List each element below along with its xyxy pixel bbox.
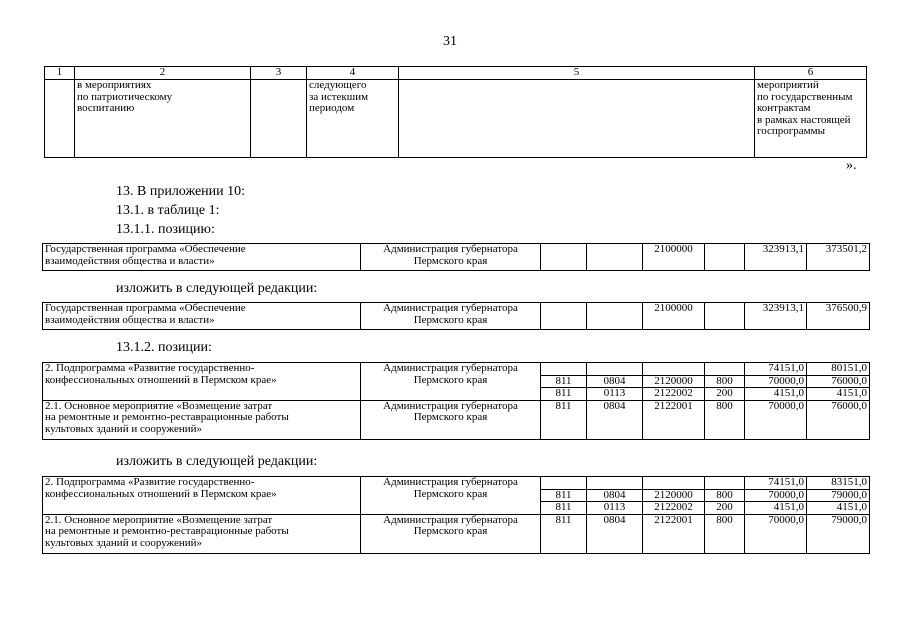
subprogram-name-cell — [43, 477, 361, 515]
cell — [643, 477, 705, 490]
header-cell: 4 — [307, 67, 399, 80]
cell-line: взаимодействия общества и власти» — [45, 313, 215, 326]
table-cell: 70000,0 — [745, 489, 807, 502]
table-cell: 79000,0 — [807, 489, 870, 502]
cell — [587, 244, 643, 271]
main-activity-name-cell — [43, 400, 361, 439]
value-cell: 74151,0 — [745, 363, 807, 376]
value-cell: 83151,0 — [807, 477, 870, 490]
cell-line: следующего — [309, 79, 367, 91]
value-cell: 323913,1 — [745, 244, 807, 271]
table-cell: 2122001 — [643, 514, 705, 553]
table-cell: 70000,0 — [745, 514, 807, 553]
table-cell: 0804 — [587, 400, 643, 439]
cell-line: Пермского края — [413, 254, 488, 267]
value-cell: 74151,0 — [745, 477, 807, 490]
cell — [705, 303, 745, 330]
table-cell: 76000,0 — [807, 375, 870, 388]
admin-cell — [361, 400, 541, 439]
table-cell: 811 — [541, 489, 587, 502]
admin-cell — [361, 303, 541, 330]
table-cell: 800 — [705, 514, 745, 553]
cell-line: Администрация губернатора — [383, 400, 518, 412]
cell-line: Администрация губернатора — [383, 514, 518, 526]
cell — [587, 363, 643, 376]
table-cell: 4151,0 — [745, 388, 807, 401]
table-cell: 0804 — [587, 375, 643, 388]
table-cell: 70000,0 — [745, 400, 807, 439]
paragraph-13-1-1: 13.1.1. позицию: — [116, 222, 215, 237]
cell-line: за истекшим — [309, 90, 369, 103]
cell — [541, 363, 587, 376]
cell — [587, 303, 643, 330]
cell-line: в рамках настоящей — [757, 113, 851, 126]
cell — [705, 363, 745, 376]
cell — [643, 363, 705, 376]
position-table-new — [42, 302, 870, 330]
program-name-cell — [43, 303, 361, 330]
cell-line: конфессиональных отношений в Пермском крае» — [45, 373, 277, 386]
cell-line: Администрация губернатора — [383, 362, 518, 374]
cell-line: Пермского края — [413, 373, 488, 386]
table-cell: 2122001 — [643, 400, 705, 439]
closing-quote: ». — [846, 158, 857, 173]
table-cell: 811 — [541, 375, 587, 388]
value-cell: 323913,1 — [745, 303, 807, 330]
table-cell: 800 — [705, 489, 745, 502]
subprogram-name-cell — [43, 363, 361, 401]
table-cell: 0804 — [587, 514, 643, 553]
header-cell: 6 — [755, 67, 867, 80]
value-cell: 376500,9 — [807, 303, 870, 330]
state-new-1: изложить в следующей редакции: — [116, 281, 318, 296]
table-cell: 200 — [705, 388, 745, 401]
table-cell: 2120000 — [643, 375, 705, 388]
header-cell: 5 — [399, 67, 755, 80]
cell-line: культовых зданий и сооружений» — [45, 536, 203, 549]
cell-line: 2. Подпрограмма «Развитие государственно- — [45, 362, 255, 374]
positions-table-old — [42, 362, 870, 440]
table-cell: 0113 — [587, 388, 643, 401]
cell — [705, 244, 745, 271]
cell-line: по государственным — [757, 90, 853, 103]
table-cell: 2122002 — [643, 502, 705, 515]
cell-line: Пермского края — [413, 313, 488, 326]
cell-line: 2.1. Основное мероприятие «Возмещение затрат — [45, 514, 273, 526]
admin-cell — [361, 514, 541, 553]
table-cell: 811 — [541, 388, 587, 401]
table-cell: 0804 — [587, 489, 643, 502]
cell-line: в мероприятиях — [77, 79, 152, 91]
cell — [755, 80, 867, 158]
table-cell: 800 — [705, 400, 745, 439]
table-cell: 811 — [541, 400, 587, 439]
table-cell: 4151,0 — [807, 502, 870, 515]
table-cell: 76000,0 — [807, 400, 870, 439]
header-cell: 3 — [251, 67, 307, 80]
cell-line: 2.1. Основное мероприятие «Возмещение затрат — [45, 400, 273, 412]
cell-line: Государственная программа «Обеспечение — [45, 243, 246, 255]
cell-line: Пермского края — [413, 411, 488, 423]
cell-line: по патриотическому — [77, 90, 173, 103]
header-cell: 1 — [45, 67, 75, 80]
state-new-2: изложить в следующей редакции: — [116, 454, 318, 469]
position-table-old — [42, 243, 870, 271]
cell-line: на ремонтные и ремонтно-реставрационные работы — [45, 525, 289, 537]
admin-cell — [361, 477, 541, 515]
cell-line: мероприятий — [757, 79, 819, 91]
code-cell: 2100000 — [643, 244, 705, 271]
table-cell: 0113 — [587, 502, 643, 515]
table-cell: 70000,0 — [745, 375, 807, 388]
cell — [251, 80, 307, 158]
cell-line: на ремонтные и ремонтно-реставрационные работы — [45, 411, 289, 423]
cell-line: госпрограммы — [757, 125, 825, 137]
cell-line: Пермского края — [413, 487, 488, 500]
code-cell: 2100000 — [643, 303, 705, 330]
value-cell: 373501,2 — [807, 244, 870, 271]
cell-line: культовых зданий и сооружений» — [45, 422, 203, 435]
cell — [45, 80, 75, 158]
positions-table-new — [42, 476, 870, 554]
page-number: 31 — [443, 34, 457, 49]
paragraph-13: 13. В приложении 10: — [116, 184, 246, 199]
cell-line: Государственная программа «Обеспечение — [45, 302, 246, 314]
cell — [541, 303, 587, 330]
table-cell: 4151,0 — [807, 388, 870, 401]
table-cell: 811 — [541, 514, 587, 553]
cell — [541, 244, 587, 271]
cell — [307, 80, 399, 158]
cell-line: взаимодействия общества и власти» — [45, 254, 215, 267]
cell-line: Пермского края — [413, 525, 488, 537]
cell-line: Администрация губернатора — [383, 302, 518, 314]
cell-line: конфессиональных отношений в Пермском крае» — [45, 487, 277, 500]
cell — [75, 80, 251, 158]
paragraph-13-1: 13.1. в таблице 1: — [116, 203, 220, 218]
cell-line: контрактам — [757, 102, 811, 114]
header-cell: 2 — [75, 67, 251, 80]
table-cell: 2122002 — [643, 388, 705, 401]
cell-line: воспитанию — [77, 102, 135, 114]
value-cell: 80151,0 — [807, 363, 870, 376]
top-table — [44, 66, 867, 158]
admin-cell — [361, 363, 541, 401]
table-cell: 2120000 — [643, 489, 705, 502]
cell-line: периодом — [309, 102, 355, 114]
table-cell: 79000,0 — [807, 514, 870, 553]
cell-line: Администрация губернатора — [383, 476, 518, 488]
main-activity-name-cell — [43, 514, 361, 553]
cell-line: 2. Подпрограмма «Развитие государственно- — [45, 476, 255, 488]
paragraph-13-1-2: 13.1.2. позиции: — [116, 340, 212, 355]
cell — [705, 477, 745, 490]
table-cell: 4151,0 — [745, 502, 807, 515]
program-name-cell — [43, 244, 361, 271]
cell — [399, 80, 755, 158]
cell-line: Администрация губернатора — [383, 243, 518, 255]
table-cell: 800 — [705, 375, 745, 388]
table-cell: 811 — [541, 502, 587, 515]
cell — [541, 477, 587, 490]
cell — [587, 477, 643, 490]
admin-cell — [361, 244, 541, 271]
table-cell: 200 — [705, 502, 745, 515]
